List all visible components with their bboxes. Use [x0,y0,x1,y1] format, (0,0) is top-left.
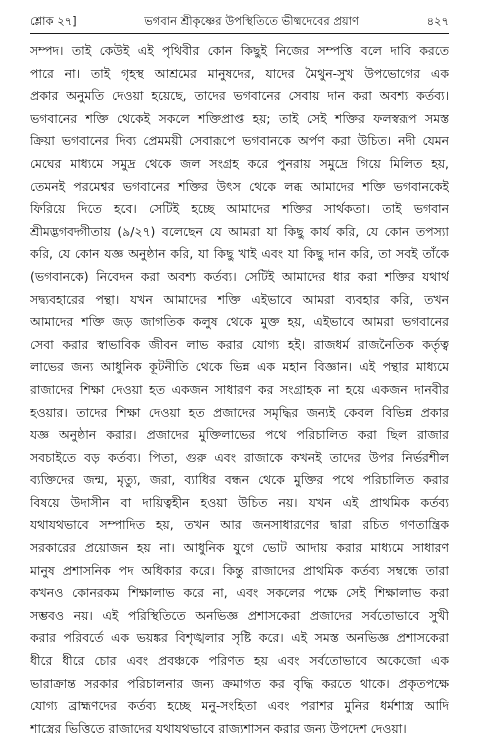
text-line: প্রকার অনুমতি দেওয়া হয়েছে, তাদের ভগবানের সেবায় দান করা অবশ্য কর্তব্য। [30,88,449,104]
text-line: যোগ্য ব্রাহ্মণদের কর্তব্য হচ্ছে মনু-সংহিতা এবং পরাশর মুনির ধর্মশাস্ত্র আদি [30,698,449,714]
text-line: রাজাদের শিক্ষা দেওয়া হত একজন সাধারণ কর সংগ্রাহক না হয়ে একজন দানবীর [30,381,449,397]
text-line: ক্রিয়া ভগবানের দিব্য প্রেমময়ী সেবারূপে ভগবানকে অর্পণ করা উচিত। নদী যেমন [30,133,449,149]
page-number: ৪২৭ [426,14,449,28]
text-line: করি, যে কোন যজ্ঞ অনুষ্ঠান করি, যা কিছু খাই এবং যা কিছু দান করি, তা সবই তাঁকে [30,246,449,262]
text-line: সম্পদ। তাই কেউই এই পৃথিবীর কোন কিছুই নিজের সম্পত্তি বলে দাবি করতে [30,43,449,58]
text-line: সেবা করার স্বাভাবিক জীবন লাভ করার যোগ্য হই। রাজধর্ম রাজনৈতিক কর্তৃত্ব [30,336,449,352]
text-line: ফিরিয়ে দিতে হবে। সেটিই হচ্ছে আমাদের শক্তির সার্থকতা। তাই ভগবান [30,201,449,217]
text-line: শাস্ত্রের ভিত্তিতে রাজাদের যথাযথভাবে রাজ্যশাসন করার জন্য উপদেশ দেওয়া। [30,720,407,736]
text-line: ভারাক্রান্ত সরকার পরিচালনার জন্য ক্রমাগত কর বৃদ্ধি করতে থাকে। প্রকৃতপক্ষে [30,675,449,691]
text-line: মেঘের মাধ্যমে সমুদ্র থেকে জল সংগ্রহ করে পুনরায় সমুদ্রে গিয়ে মিলিত হয়, [30,155,449,171]
text-line: মানুষ প্রশাসনিক পদ অধিকার করে। কিন্তু রাজাদের প্রাথমিক কর্তব্য সম্বন্ধে তারা [30,562,449,578]
verse-reference: শ্লোক ২৭] [30,14,77,28]
text-line: সরকারের প্রয়োজন হয় না। আধুনিক যুগে ভোট আদায় করার মাধ্যমে সাধারণ [30,540,449,556]
text-line: যজ্ঞ অনুষ্ঠান করার। প্রজাদের মুক্তিলাভের পথে পরিচালিত করা ছিল রাজার [30,427,449,443]
text-line: হওয়ার। তাদের শিক্ষা দেওয়া হত প্রজাদের সমৃদ্ধির জন্যই কেবল বিভিন্ন প্রকার [30,404,449,420]
text-line: বিষয়ে উদাসীন বা দায়িত্বহীন হওয়া উচিত নয়। যখন এই প্রাথমিক কর্তব্য [30,494,449,510]
text-line: ধীরে ধীরে চোর এবং প্রবঞ্চকে পরিণত হয় এবং সর্বতোভাবে অকেজো এক [30,653,449,669]
text-line: পারে না। তাই গৃহস্থ আশ্রমের মানুষদের, যাদের মৈথুন-সুখ উপভোগের এক [30,65,449,81]
text-line: (ভগবানকে) নিবেদন করা অবশ্য কর্তব্য। সেটিই আমাদের ধার করা শক্তির যথার্থ [30,268,449,284]
text-line: সদ্ব্যবহারের পন্থা। যখন আমাদের শক্তি এইভাবে আমরা ব্যবহার করি, তখন [30,291,449,307]
text-line: সবচাইতে বড় কর্তব্য। পিতা, গুরু এবং রাজাকে কখনই তাদের উপর নির্ভরশীল [30,449,449,465]
text-line: লাভের জন্য আধুনিক কূটনীতি থেকে ভিন্ন এক মহান বিজ্ঞান। এই পন্থার মাধ্যমে [30,359,449,375]
purport-text [30,40,449,740]
running-head [30,12,449,34]
text-line: তেমনই পরমেশ্বর ভগবানের শক্তির উৎস থেকে লব্ধ আমাদের শক্তি ভগবানকেই [30,178,449,194]
text-line: আমাদের শক্তি জড় জাগতিক কলুষ থেকে মুক্ত হয়, এইভাবে আমরা ভগবানের [30,314,449,330]
text-line: শ্রীমদ্ভগবদ্গীতায় (৯/২৭) বলেছেন যে আমরা যা কিছু কার্য করি, যে কোন তপস্যা [30,223,449,239]
text-line: করার পরিবর্তে এক ভয়ঙ্কর বিশৃঙ্খলার সৃষ্টি করে। এই সমস্ত অনভিজ্ঞ প্রশাসকেরা [30,630,449,646]
text-line: কখনও কোনরকম শিক্ষালাভ করে না, এবং সকলের পক্ষে সেই শিক্ষালাভ করা [30,585,449,601]
text-line: সম্ভবও নয়। এই পরিস্থিতিতে অনভিজ্ঞ প্রশাসকেরা প্রজাদের সর্বতোভাবে সুখী [30,607,449,623]
text-line: ব্যক্তিদের জন্ম, মৃত্যু, জরা, ব্যাধির বন্ধন থেকে মুক্তির পথে পরিচালিত করার [30,472,449,488]
chapter-title: ভগবান শ্রীকৃষ্ণের উপস্থিতিতে ভীষ্মদেবের প্রয়াণ [144,14,359,28]
text-line: ভগবানের শক্তি থেকেই সকলে শক্তিপ্রাপ্ত হয়; তাই সেই শক্তির ফলস্বরূপ সমস্ত [30,110,449,126]
text-line: যথাযথভাবে সম্পাদিত হয়, তখন আর জনসাধারণের দ্বারা রচিত গণতান্ত্রিক [30,517,449,533]
